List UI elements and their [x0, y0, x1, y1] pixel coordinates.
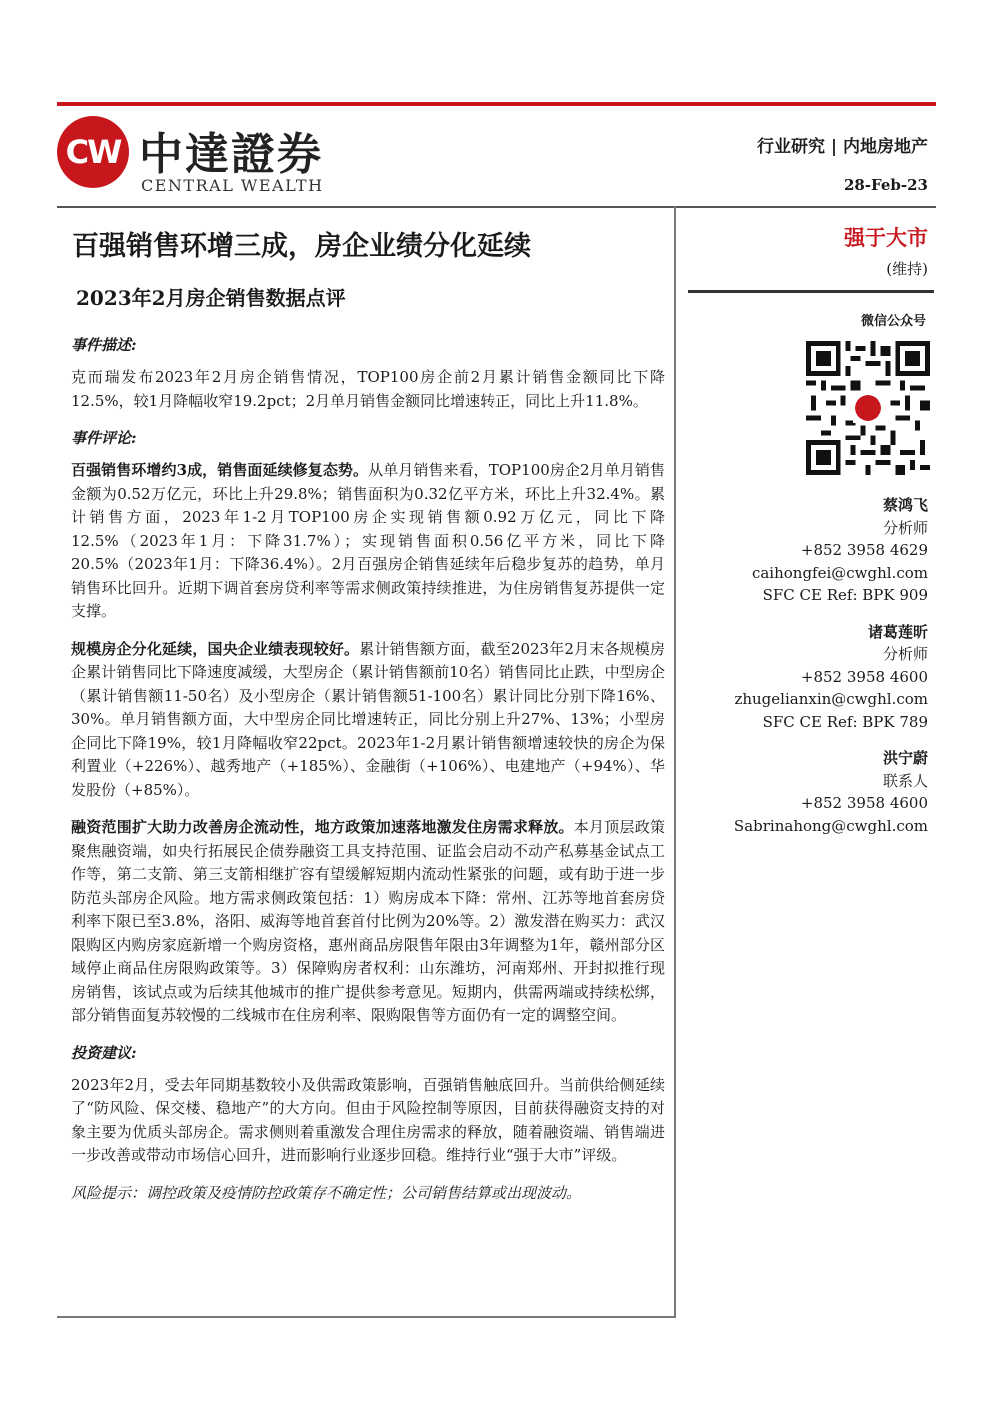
event-comment-heading: 事件评论:	[71, 429, 137, 447]
logo-mark-icon: CW	[57, 116, 129, 188]
wechat-label: 微信公众号	[860, 314, 926, 329]
contact-name: 蔡鸿飞	[882, 496, 928, 514]
comment-1-text: 从单月销售来看，TOP100房企2月单月销售金额为0.52万亿元，环比上升29.8%；销售面积为0.32亿平方米，环比上升32.4%。累计销售方面，2023年1-2月TOP100房企实现销售额0.92万亿元，同比下降12.5%（2023年1月：下降31.7%）；实现销售面积0.56亿平方米，同比下降20.5%（2023年1月：下降36.4%）。2月百强房企销售延续年后稳步复苏的趋势，单月销售环比回升。近期下调首套房贷利率等需求侧政策持续推进，为住房销售复苏提供一定支撑。	[71, 461, 665, 620]
report-date: 28-Feb-23	[843, 176, 928, 194]
contacts-list	[734, 494, 928, 851]
header-divider	[57, 206, 936, 208]
logo-english-name: CENTRAL WEALTH	[141, 176, 324, 195]
comment-2-lead: 规模房企分化延续，国央企业绩表现较好。	[71, 639, 360, 658]
contact-name: 洪宁蔚	[882, 749, 928, 767]
qr-code-icon	[806, 340, 930, 476]
industry-rating: 强于大市	[844, 225, 928, 250]
contact-phone: +852 3958 4600	[800, 794, 928, 812]
contact-email[interactable]: caihongfei@cwghl.com	[751, 563, 928, 582]
comment-paragraph-3	[71, 816, 665, 1028]
event-description-heading: 事件描述:	[71, 336, 137, 354]
contact-email[interactable]: zhugelianxin@cwghl.com	[734, 690, 928, 708]
investment-advice-heading: 投资建议:	[71, 1043, 137, 1062]
contact-name: 诸葛莲昕	[867, 622, 928, 641]
header-top-rule	[57, 102, 936, 106]
comment-3-text: 本月顶层政策聚焦融资端，如央行拓展民企债券融资工具支持范围、证监会启动不动产私募基金试点工作等，第二支箭、第三支箭相继扩容有望缓解短期内流动性紧张的问题，或有助于进一步防范头部房企风险。地方需求侧政策包括：1）购房成本下降：常州、江苏等地首套房贷利率下限已至3.8%，洛阳、威海等地首套首付比例为20%等。2）激发潜在购买力：武汉限购区内购房家庭新增一个购房资格，惠州商品房限售年限由3年调整为1年，赣州部分区域停止商品住房限购政策等。3）保障购房者权利：山东潍坊，河南郑州、开封拟推行现房销售，该试点或为后续其他城市的推广提供参考意见。短期内，供需两端或持续松绑，部分销售面复苏较慢的二线城市在住房利率、限购限售等方面仍有一定的调整空间。	[71, 818, 665, 1024]
column-divider	[674, 206, 676, 1316]
comment-paragraph-1	[71, 459, 665, 624]
logo-chinese-name: 中達證券	[139, 129, 323, 180]
comment-2-text: 累计销售额方面，截至2023年2月末各规模房企累计销售同比下降速度减缓，大型房企（累计销售额前10名）销售同比止跌，中型房企（累计销售额11-50名）及小型房企（累计销售额51-100名）累计同比分别下降16%、30%。单月销售额方面，大中型房企同比增速转正，同比分别上升27%、13%；小型房企同比下降19%，较1月降幅收窄22pct。2023年1-2月累计销售额增速较快的房企为保利置业（+226%）、越秀地产（+185%）、金融街（+106%）、电建地产（+94%）、华发股份（+85%）。	[71, 639, 665, 799]
report-title: 百强销售环增三成，房企业绩分化延续	[72, 231, 531, 262]
contact-sfc-ref: SFC CE Ref: BPK 789	[762, 712, 928, 731]
rating-note: (维持)	[886, 260, 928, 278]
contact-card	[734, 747, 928, 837]
contact-phone: +852 3958 4600	[800, 667, 928, 686]
event-description-text: 克而瑞发布2023年2月房企销售情况，TOP100房企前2月累计销售金额同比下降12.5%，较1月降幅收窄19.2pct；2月单月销售金额同比增速转正，同比上升11.8%。	[71, 368, 665, 410]
comment-paragraph-2	[71, 638, 665, 803]
content-bottom-rule	[57, 1316, 676, 1318]
main-content	[71, 334, 665, 1205]
contact-role: 分析师	[882, 518, 928, 537]
report-category: 行业研究 | 内地房地产	[756, 137, 928, 157]
risk-warning: 风险提示：调控政策及疫情防控政策存不确定性；公司销售结算或出现波动。	[71, 1183, 582, 1202]
company-logo	[57, 114, 347, 198]
comment-1-lead: 百强销售环增约3成，销售面延续修复态势。	[71, 461, 369, 479]
contact-role: 分析师	[882, 645, 928, 663]
contact-role: 联系人	[882, 771, 928, 790]
contact-sfc-ref: SFC CE Ref: BPK 909	[762, 586, 928, 604]
contact-email[interactable]: Sabrinahong@cwghl.com	[733, 816, 928, 835]
contact-phone: +852 3958 4629	[800, 541, 928, 559]
sidebar-divider	[688, 290, 934, 293]
comment-3-lead: 融资范围扩大助力改善房企流动性，地方政策加速落地激发住房需求释放。	[71, 818, 574, 836]
contact-card	[734, 621, 928, 734]
contact-card	[734, 494, 928, 607]
investment-advice-text: 2023年2月，受去年同期基数较小及供需政策影响，百强销售触底回升。当前供给侧延续了“防风险、保交楼、稳地产”的大方向。但由于风险控制等原因，目前获得融资支持的对象主要为优质头部房企。需求侧则着重激发合理住房需求的释放，随着融资端、销售端进一步改善或带动市场信心回升，进而影响行业逐步回稳。维持行业“强于大市”评级。	[71, 1075, 665, 1164]
report-subtitle: 2023年2月房企销售数据点评	[76, 286, 346, 310]
